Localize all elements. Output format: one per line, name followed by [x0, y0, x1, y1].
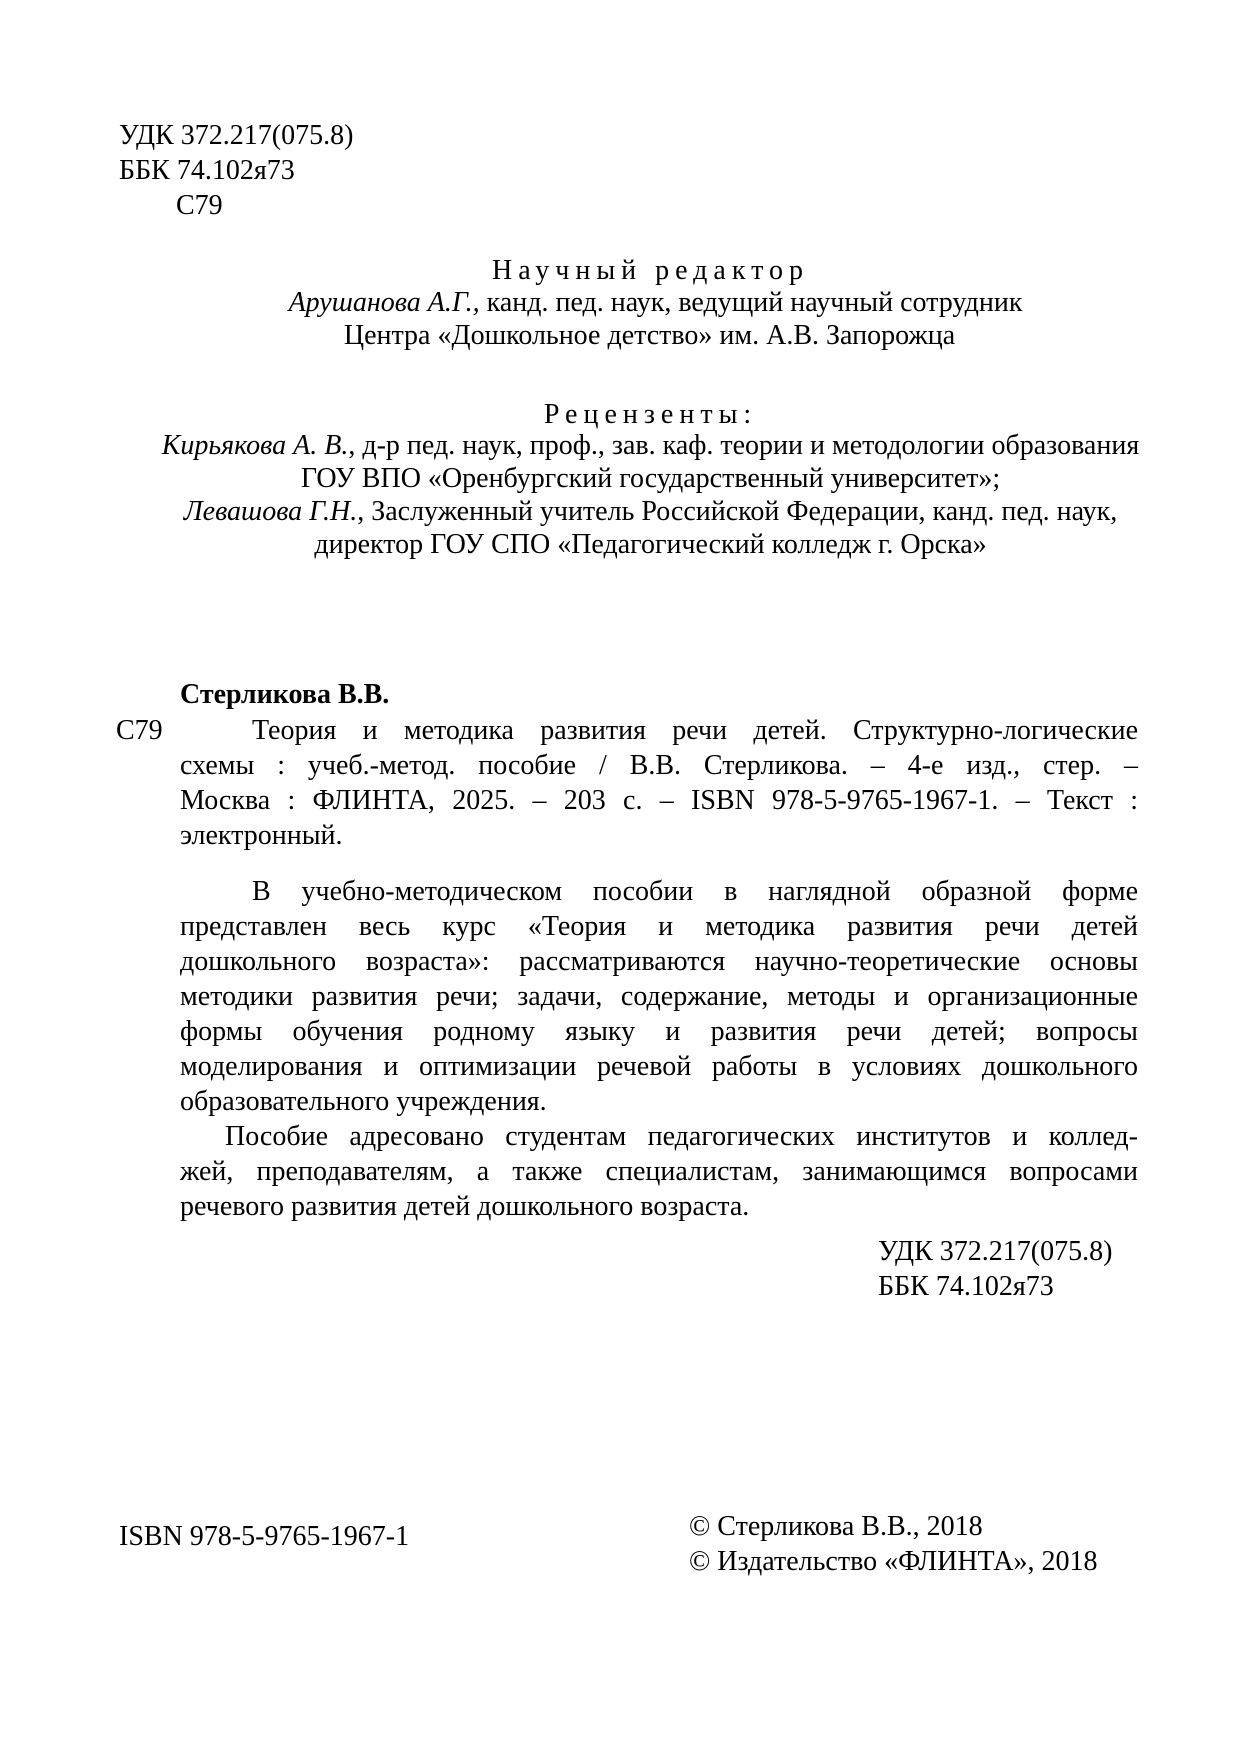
- card-line: схемы : учеб.-метод. пособие / В.В. Стерликова. – 4-е изд., стер. –: [180, 750, 1138, 781]
- card-line: Теория и методика развития речи детей. Структурно-логические: [252, 715, 1138, 746]
- card-author-code: С79: [116, 715, 163, 746]
- editor-name: Арушанова А.Г.,: [288, 287, 480, 318]
- card-author: Стерликова В.В.: [180, 679, 390, 710]
- abstract-line: моделирования и оптимизации речевой работы в условиях дошкольного: [180, 1051, 1138, 1082]
- reviewers-heading: Рецензенты:: [543, 399, 758, 430]
- copyright-author: © Стерликова В.В., 2018: [689, 1511, 983, 1542]
- abstract-line: представлен весь курс «Теория и методика развития речи детей: [180, 911, 1138, 942]
- abstract-line: жей, преподавателям, а также специалистам, занимающимся вопросами: [180, 1156, 1138, 1187]
- bottom-bbk: ББК 74.102я73: [878, 1271, 1054, 1302]
- reviewer-1-line-1: [0, 428, 1241, 463]
- abstract-line: Пособие адресовано студентам педагогических институтов и коллед-: [225, 1121, 1138, 1152]
- abstract-line: речевого развития детей дошкольного возраста.: [180, 1191, 750, 1222]
- abstract-line: дошкольного возраста»: рассматриваются научно-теоретические основы: [180, 946, 1138, 977]
- editor-line-1: [0, 285, 1241, 320]
- top-udk: УДК 372.217(075.8): [119, 120, 354, 151]
- copyright-publisher: © Издательство «ФЛИНТА», 2018: [689, 1546, 1098, 1577]
- top-author-code: С79: [176, 190, 223, 221]
- card-line: электронный.: [180, 820, 343, 851]
- reviewer-1-line-2: ГОУ ВПО «Оренбургский государственный университет»;: [300, 463, 1001, 494]
- reviewer-2-line-2: директор ГОУ СПО «Педагогический колледж г. Орска»: [314, 529, 987, 560]
- isbn: ISBN 978-5-9765-1967-1: [119, 1521, 410, 1552]
- abstract-line: формы обучения родному языку и развития речи детей; вопросы: [180, 1016, 1138, 1047]
- editor-line-2: Центра «Дошкольное детство» им. А.В. Запорожца: [343, 320, 956, 351]
- reviewer-1-name: Кирьякова А. В.: [161, 430, 349, 461]
- bottom-udk: УДК 372.217(075.8): [878, 1236, 1113, 1267]
- reviewer-2-credentials: , Заслуженный учитель Российской Федерации, канд. пед. наук,: [357, 496, 1118, 527]
- abstract-line: методики развития речи; задачи, содержание, методы и организационные: [180, 981, 1138, 1012]
- editor-heading: Научный редактор: [492, 255, 809, 286]
- abstract: [180, 874, 1138, 1224]
- reviewer-2-name: Левашова Г.Н.: [183, 496, 358, 527]
- top-bbk: ББК 74.102я73: [119, 155, 295, 186]
- abstract-line: В учебно-методическом пособии в наглядной образной форме: [252, 876, 1138, 907]
- reviewer-2-line-1: [0, 494, 1241, 529]
- card-line: Москва : ФЛИНТА, 2025. – 203 с. – ISBN 978-5-9765-1967-1. – Текст :: [180, 785, 1138, 816]
- card-description: [180, 713, 1138, 853]
- reviewer-1-credentials: , д-р пед. наук, проф., зав. каф. теории и методологии образования: [348, 430, 1140, 461]
- editor-credentials: канд. пед. наук, ведущий научный сотрудник: [479, 287, 1023, 318]
- abstract-line: образовательного учреждения.: [180, 1086, 547, 1117]
